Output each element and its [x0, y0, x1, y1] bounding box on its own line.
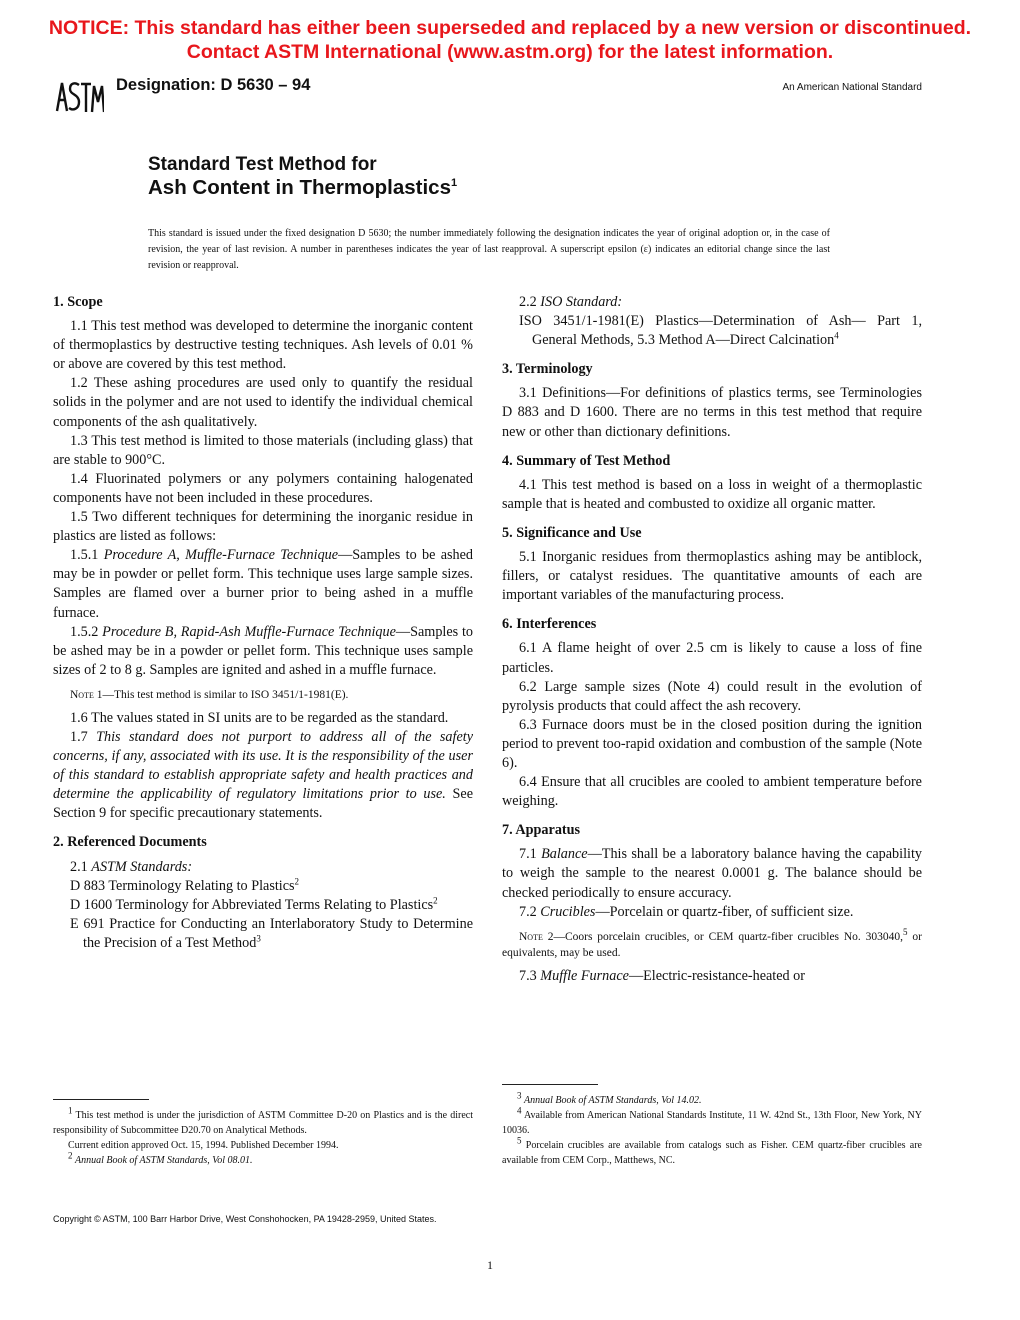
para-num: 7.3: [519, 967, 537, 984]
note-text: —Coors porcelain crucibles, or CEM quartz-fiber crucibles No. 303040,: [553, 930, 904, 943]
footnote-ref: 4: [834, 330, 839, 341]
ref-d1600: [53, 896, 473, 915]
para-1-2: 1.2 These ashing procedures are used only to quantify the residual solids in the polymer and are not used to identify the individual chemical components of the ash qualitatively.: [53, 375, 473, 430]
para-2-1: [53, 858, 473, 877]
footnote-rule-left: [53, 1099, 149, 1100]
footnotes-left: [53, 1105, 473, 1168]
note-label: Note 2: [519, 930, 554, 943]
section-heading-summary: 4. Summary of Test Method: [502, 452, 671, 469]
note-2: [502, 926, 922, 961]
para-6-1: 6.1 A flame height of over 2.5 cm is likely to cause a loss of fine particles.: [502, 640, 922, 676]
footnote-mark: 5: [517, 1135, 522, 1146]
note-1: [53, 687, 473, 703]
title-line-1: Standard Test Method for: [148, 154, 377, 175]
para-2-2: [502, 293, 922, 312]
footnote-1: [53, 1105, 473, 1138]
astm-standards-label: ASTM Standards:: [91, 858, 193, 875]
note-text: or equivalents, may be used.: [502, 930, 922, 959]
ref-text: E 691 Practice for Conducting an Interlaboratory Study to Determine the Precision of a Test Method: [70, 915, 473, 951]
footnote-ref: 5: [903, 926, 908, 937]
para-5-1: 5.1 Inorganic residues from thermoplastics ashing may be antiblock, fillers, or catalyst residues. The quantitative amounts of each are important variables of the manufacturing process.: [502, 549, 922, 604]
section-heading-apparatus: 7. Apparatus: [502, 822, 581, 839]
para-text: —Samples to be ashed may be in powder or pellet form. This technique uses large sample sizes. Samples are flamed over a burner prior to being ashed in a muffle furnace.: [53, 547, 474, 621]
para-text: —This shall be a laboratory balance having the capability to weigh the sample to the nearest 0.0001 g. The balance should be checked periodically to ensure accuracy.: [502, 846, 922, 901]
footnotes-right: [502, 1090, 923, 1168]
para-1-5: 1.5 Two different techniques for determining the inorganic residue in plastics are listed as follows:: [53, 509, 473, 545]
para-6-2: 6.2 Large sample sizes (Note 4) could result in the evolution of pyrolysis products that could affect the ash recovery.: [502, 678, 922, 714]
para-1-7: [53, 728, 473, 823]
para-num: 2.1: [70, 858, 88, 875]
right-column: [502, 293, 922, 986]
footnote-text: Available from American National Standards Institute, 11 W. 42nd St., 13th Floor, New York, NY 10036.: [502, 1110, 923, 1136]
notice-line-1: NOTICE: This standard has either been superseded and replaced by a new version or discontinued.: [48, 17, 972, 39]
title-line-2: [148, 176, 457, 199]
title-footnote-ref: 1: [450, 177, 458, 190]
footnote-1b: Current edition approved Oct. 15, 1994. Published December 1994.: [68, 1140, 339, 1151]
apparatus-term: Balance: [541, 846, 588, 863]
section-heading-interferences: 6. Interferences: [502, 616, 597, 633]
para-1-4: 1.4 Fluorinated polymers or any polymers containing halogenated components have not been included in these procedures.: [53, 470, 473, 506]
title-line-2-text: Ash Content in Thermoplastics: [148, 176, 451, 199]
para-6-4: 6.4 Ensure that all crucibles are cooled to ambient temperature before weighing.: [502, 774, 922, 810]
para-num: 1.5.2: [70, 623, 99, 640]
footnote-text: Annual Book of ASTM Standards, Vol 14.02.: [524, 1095, 702, 1106]
issuance-statement: This standard is issued under the fixed designation D 5630; the number immediately following the designation indicates the year of original adoption or, in the case of revision, the year of last revision. A number in parentheses indicates the year of last reapproval. A superscript epsilon (ε) indicates an editorial change since the last revision or reapproval.: [148, 228, 830, 271]
ref-text: ISO 3451/1-1981(E) Plastics—Determination of Ash— Part 1, General Methods, 5.3 Method A—Direct Calcination: [519, 313, 922, 349]
footnote-mark: 4: [517, 1105, 522, 1116]
para-text: —Porcelain or quartz-fiber, of sufficient size.: [595, 903, 854, 920]
footnote-4: [502, 1105, 923, 1138]
footnote-mark: 1: [68, 1105, 73, 1116]
section-heading-terminology: 3. Terminology: [502, 361, 593, 378]
apparatus-term: Crucibles: [540, 903, 596, 920]
footnote-ref: 2: [294, 875, 300, 886]
left-column: [53, 293, 473, 953]
american-national-standard: An American National Standard: [782, 82, 922, 93]
page-title: [148, 153, 457, 199]
section-heading-referenced-documents: 2. Referenced Documents: [53, 834, 207, 851]
section-heading-significance: 5. Significance and Use: [502, 524, 642, 541]
para-num: 1.7: [70, 728, 88, 745]
footnote-ref: 2: [433, 894, 438, 905]
para-text: —Samples to be ashed may be in a powder or pellet form. This technique uses sample sizes of 2 to 8 g. Samples are ignited and ashed in a muffle furnace.: [53, 623, 473, 678]
para-text: —Electric-resistance-heated or: [628, 967, 805, 984]
para-3-1: 3.1 Definitions—For definitions of plastics terms, see Terminologies D 883 and D 1600. There are no terms in this test method that require new or other than dictionary definitions.: [502, 385, 922, 440]
ref-d883: [53, 877, 473, 896]
para-1-3: 1.3 This test method is limited to those materials (including glass) that are stable to 900°C.: [53, 432, 473, 468]
note-text: —This test method is similar to ISO 3451/1-1981(E).: [102, 688, 349, 701]
astm-logo-icon: [52, 78, 104, 116]
para-4-1: 4.1 This test method is based on a loss in weight of a thermoplastic sample that is heated and combusted to oxidize all organic matter.: [502, 476, 922, 512]
procedure-a-title: Procedure A, Muffle-Furnace Technique: [103, 547, 339, 564]
designation: Designation: D 5630 – 94: [116, 76, 311, 94]
apparatus-term: Muffle Furnace: [540, 967, 629, 984]
footnote-text: This test method is under the jurisdiction of ASTM Committee D-20 on Plastics and is the direct responsibility of Subcommittee D20.70 on Analytical Methods.: [53, 1110, 473, 1136]
footnote-rule-right: [502, 1084, 598, 1085]
procedure-b-title: Procedure B, Rapid-Ash Muffle-Furnace Technique: [102, 623, 396, 640]
safety-statement: This standard does not purport to address all of the safety concerns, if any, associated with its use. It is the responsibility of the user of this standard to establish appropriate safety and health practices and determine the applicability of regulatory limitations prior to use.: [53, 728, 473, 803]
footnote-mark: 2: [68, 1150, 73, 1161]
notice-line-2: Contact ASTM International (www.astm.org) for the latest information.: [186, 41, 834, 63]
iso-standard-label: ISO Standard:: [540, 294, 623, 310]
footnote-text: Annual Book of ASTM Standards, Vol 08.01.: [75, 1155, 253, 1166]
para-1-6: 1.6 The values stated in SI units are to be regarded as the standard.: [70, 709, 449, 726]
para-text: See Section 9 for specific precautionary statements.: [53, 786, 474, 822]
para-num: 7.1: [519, 846, 537, 863]
section-heading-scope: 1. Scope: [53, 294, 103, 310]
footnote-text: Porcelain crucibles are available from catalogs such as Fisher. CEM quartz-fiber crucibles are available from CEM Corp., Matthews, NC.: [502, 1140, 922, 1166]
note-label: Note 1: [70, 688, 103, 701]
ref-e691: [53, 915, 473, 953]
footnote-5: [502, 1135, 922, 1168]
para-1-5-2: [53, 623, 473, 680]
copyright: Copyright © ASTM, 100 Barr Harbor Drive, West Conshohocken, PA 19428-2959, United States.: [53, 1214, 437, 1224]
ref-iso: [502, 312, 922, 350]
footnote-2: [53, 1150, 473, 1168]
footnote-ref: 3: [256, 933, 261, 944]
para-num: 2.2: [519, 294, 537, 310]
page-number: 1: [487, 1258, 493, 1272]
para-1-5-1: [53, 546, 473, 622]
ref-text: D 1600 Terminology for Abbreviated Terms Relating to Plastics: [70, 896, 434, 913]
para-num: 1.5.1: [70, 547, 99, 564]
ref-text: D 883 Terminology Relating to Plastics: [70, 877, 295, 894]
para-7-3: [502, 967, 922, 986]
para-6-3: 6.3 Furnace doors must be in the closed position during the ignition period to prevent too-rapid oxidation and combustion of the sample (Note 6).: [502, 716, 922, 771]
footnote-mark: 3: [517, 1090, 522, 1101]
para-7-2: [502, 903, 922, 922]
para-7-1: [502, 845, 922, 902]
footnote-3: [502, 1090, 922, 1108]
para-1-1: 1.1 This test method was developed to determine the inorganic content of thermoplastics by destructive testing techniques. Ash levels of 0.01 % or above are covered by this test method.: [53, 318, 473, 373]
para-num: 7.2: [519, 903, 537, 920]
